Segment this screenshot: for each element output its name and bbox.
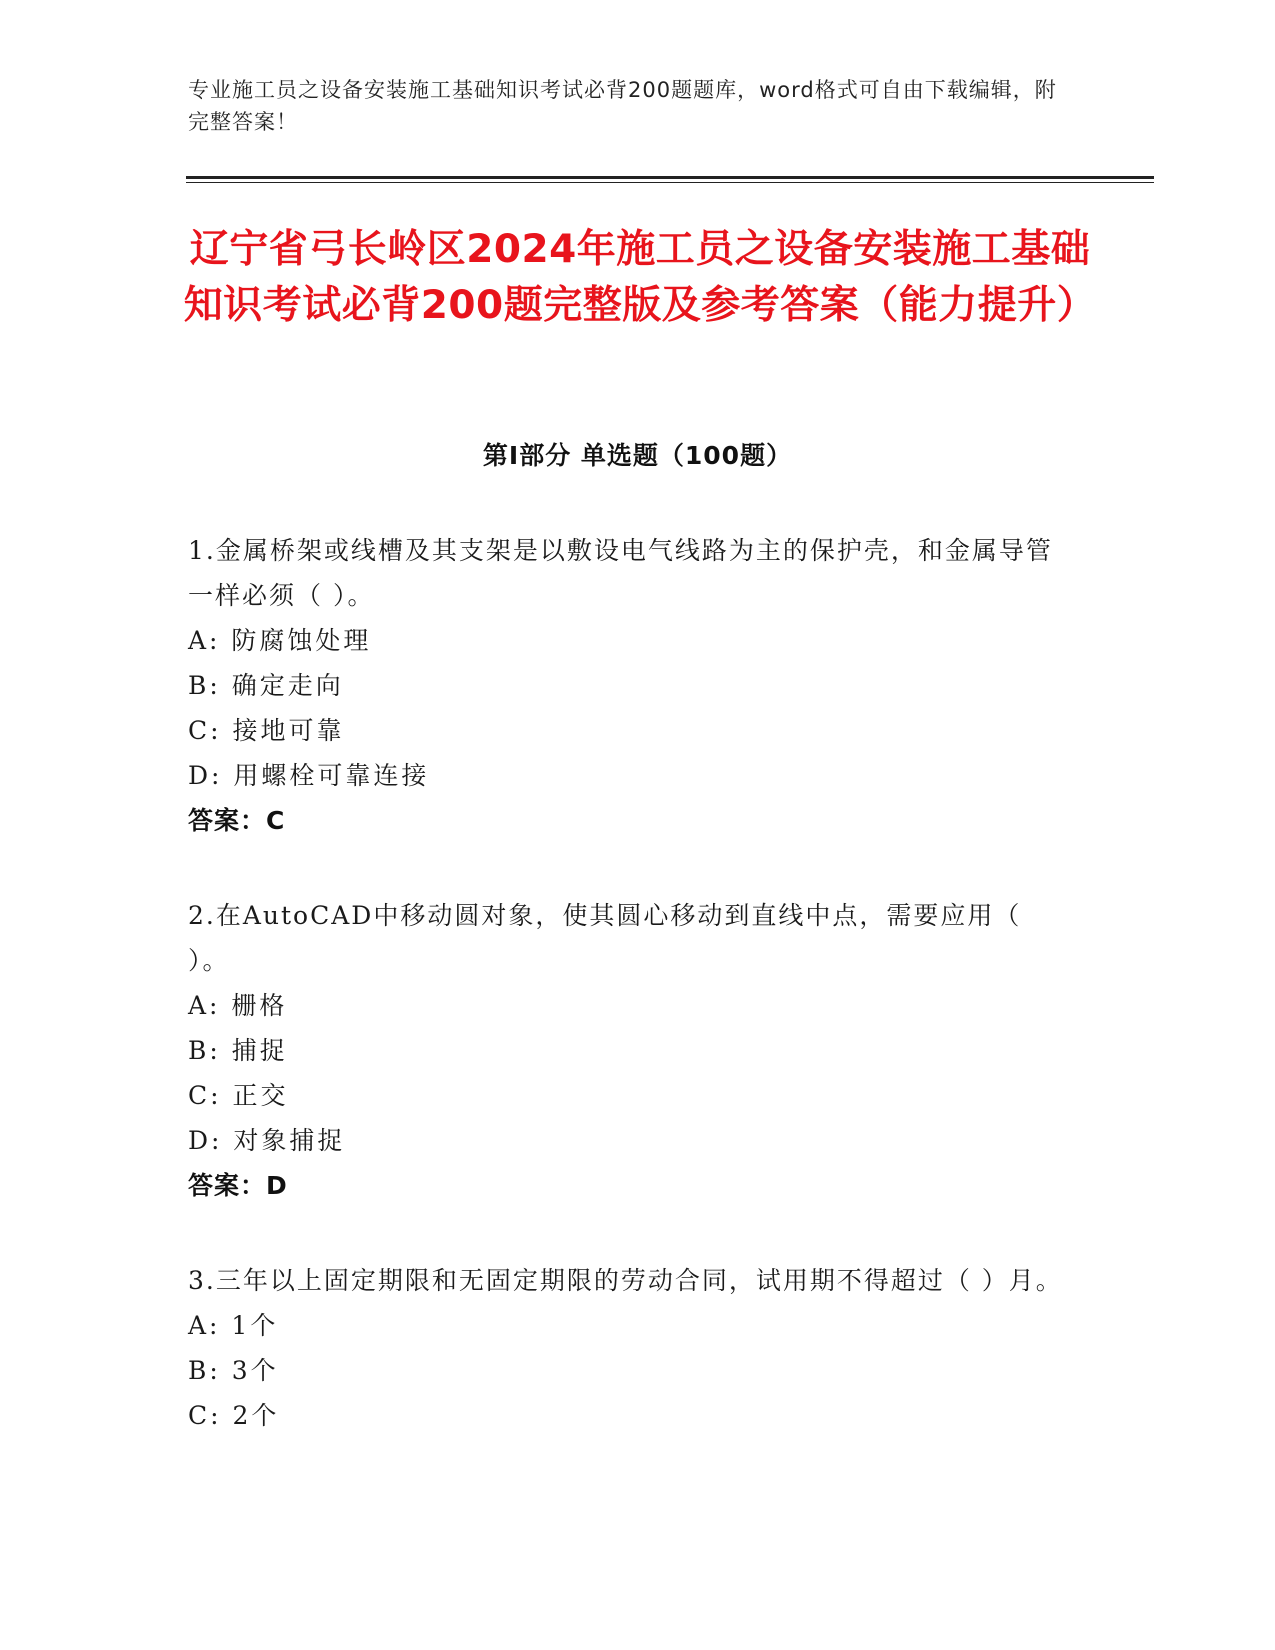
question-stem: 2.在AutoCAD中移动圆对象，使其圆心移动到直线中点，需要应用（ ）。: [188, 901, 1022, 975]
option-b: B: 捕捉: [188, 1036, 288, 1065]
section-heading: 第Ⅰ部分 单选题（100题）: [482, 441, 793, 470]
question-2: [188, 893, 1068, 1208]
header-divider-thick: [186, 176, 1154, 179]
header-note: 专业施工员之设备安装施工基础知识考试必背200题题库，word格式可自由下载编辑，附完整答案！: [188, 78, 1057, 134]
header-divider-thin: [186, 182, 1154, 183]
option-c: C: 接地可靠: [188, 716, 345, 745]
question-list: [188, 528, 1068, 1488]
document-title: 辽宁省弓长岭区2024年施工员之设备安装施工基础知识考试必背200题完整版及参考答案（能力提升）: [183, 227, 1097, 328]
option-a: A: 1个: [188, 1311, 279, 1340]
question-3: [188, 1258, 1068, 1438]
option-d: D: 对象捕捉: [188, 1126, 346, 1155]
option-b: B: 3个: [188, 1356, 279, 1385]
answer-text: 答案：C: [188, 806, 286, 835]
option-c: C: 2个: [188, 1401, 280, 1430]
question-1: [188, 528, 1068, 843]
answer-text: 答案：D: [188, 1171, 288, 1200]
question-stem: 1.金属桥架或线槽及其支架是以敷设电气线路为主的保护壳，和金属导管一样必须（ ）。: [188, 536, 1053, 610]
option-b: B: 确定走向: [188, 671, 344, 700]
question-stem: 3.三年以上固定期限和无固定期限的劳动合同，试用期不得超过（ ）月。: [188, 1266, 1063, 1295]
option-d: D: 用螺栓可靠连接: [188, 761, 430, 790]
option-a: A: 栅格: [188, 991, 288, 1020]
option-a: A: 防腐蚀处理: [188, 626, 372, 655]
option-c: C: 正交: [188, 1081, 289, 1110]
